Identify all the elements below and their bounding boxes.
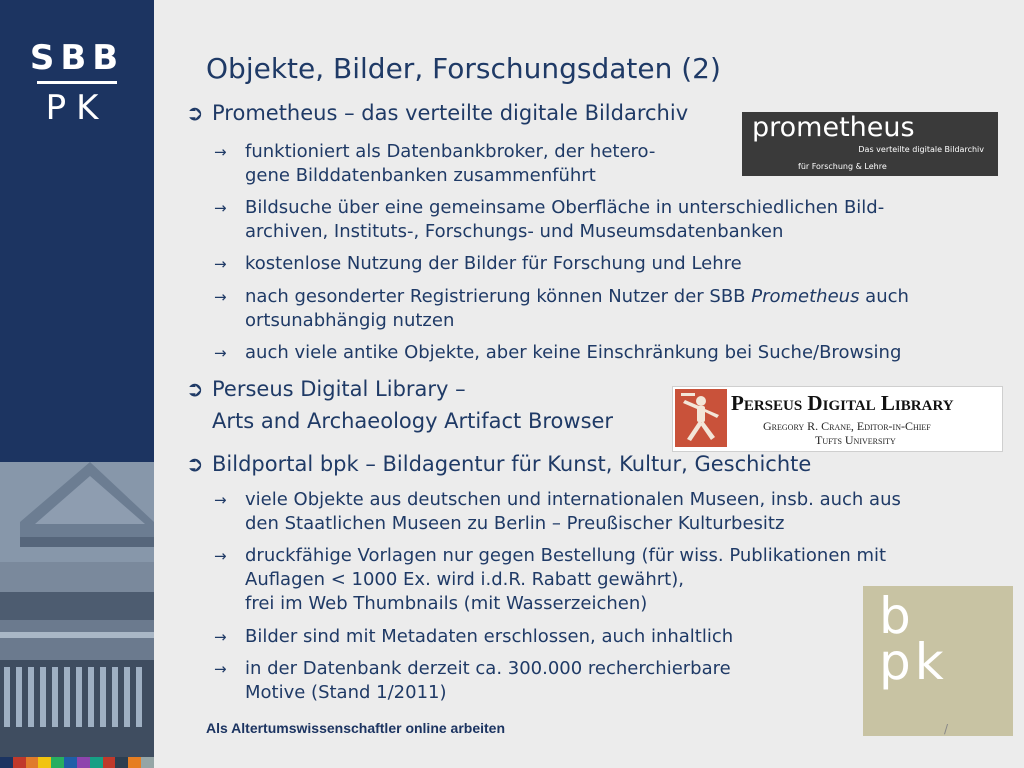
arrow-icon: → bbox=[214, 491, 227, 509]
color-strip-segment bbox=[13, 757, 26, 768]
color-strip-segment bbox=[141, 757, 154, 768]
perseus-logo bbox=[672, 386, 1003, 452]
arrow-icon: → bbox=[214, 255, 227, 273]
sidebar bbox=[0, 0, 154, 768]
item-line: gene Bilddatenbanken zusammenführt bbox=[245, 165, 596, 186]
item-line: Bilder sind mit Metadaten erschlossen, auch inhaltlich bbox=[245, 626, 734, 647]
logo-top: SBB bbox=[29, 38, 125, 78]
item-line: den Staatlichen Museen zu Berlin – Preußischer Kulturbesitz bbox=[245, 513, 785, 534]
item-line: Auflagen < 1000 Ex. wird i.d.R. Rabatt gewährt), bbox=[245, 569, 684, 590]
arrow-icon: → bbox=[214, 547, 227, 565]
arrow-icon: → bbox=[214, 143, 227, 161]
color-strip-segment bbox=[115, 757, 128, 768]
arrow-icon: → bbox=[214, 628, 227, 646]
color-strip bbox=[0, 757, 154, 768]
color-strip-segment bbox=[64, 757, 77, 768]
prometheus-logo-subtitle: Das verteilte digitale Bildarchiv bbox=[858, 145, 984, 154]
section-heading-text: Prometheus – das verteilte digitale Bildarchiv bbox=[212, 101, 689, 125]
item-line: druckfähige Vorlagen nur gegen Bestellung (für wiss. Publikationen mit bbox=[245, 545, 887, 566]
prometheus-logo-subtitle2: für Forschung & Lehre bbox=[798, 162, 887, 171]
bullet-icon: ➲ bbox=[186, 452, 204, 476]
color-strip-segment bbox=[38, 757, 51, 768]
logo-bottom: PK bbox=[45, 88, 109, 128]
bullet-icon: ➲ bbox=[186, 101, 204, 125]
section-bpk-heading bbox=[186, 448, 811, 480]
sbb-pk-logo bbox=[0, 38, 154, 126]
arrow-icon: → bbox=[214, 288, 227, 306]
item-line: viele Objekte aus deutschen und internationalen Museen, insb. auch aus bbox=[245, 489, 901, 510]
slide-title: Objekte, Bilder, Forschungsdaten (2) bbox=[206, 52, 721, 85]
perseus-logo-editor: Gregory R. Crane, Editor-in-Chief bbox=[763, 419, 931, 433]
item-line: funktioniert als Datenbankbroker, der hetero- bbox=[245, 141, 656, 162]
item-line bbox=[245, 285, 909, 309]
bullet-icon: ➲ bbox=[186, 377, 204, 401]
arrow-icon: → bbox=[214, 199, 227, 217]
section-heading-text: Perseus Digital Library – bbox=[212, 377, 466, 401]
perseus-logo-university: Tufts University bbox=[815, 433, 896, 447]
footer-text: Als Altertumswissenschaftler online arbeiten bbox=[206, 720, 506, 736]
bpk-logo-line2: pk bbox=[879, 633, 948, 691]
item-text: nach gesonderter Registrierung können Nutzer der SBB bbox=[245, 286, 752, 307]
section-perseus-heading bbox=[186, 373, 466, 405]
logo-divider bbox=[37, 81, 117, 84]
item-line: Bildsuche über eine gemeinsame Oberfläche in unterschiedlichen Bild- bbox=[245, 197, 885, 218]
perseus-logo-name: Perseus Digital Library bbox=[731, 391, 954, 415]
bpk-logo bbox=[863, 586, 1013, 736]
section-prometheus-heading bbox=[186, 97, 688, 129]
item-line: auch viele antike Objekte, aber keine Einschränkung bei Suche/Browsing bbox=[245, 342, 902, 363]
item-line: Motive (Stand 1/2011) bbox=[245, 682, 447, 703]
item-line: archiven, Instituts-, Forschungs- und Museumsdatenbanken bbox=[245, 221, 784, 242]
item-line: ortsunabhängig nutzen bbox=[245, 310, 455, 331]
color-strip-segment bbox=[90, 757, 103, 768]
section-heading-text: Bildportal bpk – Bildagentur für Kunst, Kultur, Geschichte bbox=[212, 452, 812, 476]
perseus-emblem-icon bbox=[675, 389, 727, 447]
item-italic: Prometheus bbox=[751, 286, 860, 307]
bpk-logo-line1: b bbox=[879, 587, 911, 645]
arrow-icon: → bbox=[214, 660, 227, 678]
building-photo bbox=[0, 462, 154, 758]
prometheus-logo bbox=[742, 112, 998, 176]
prometheus-logo-name: prometheus bbox=[752, 112, 915, 143]
color-strip-segment bbox=[77, 757, 90, 768]
item-line: kostenlose Nutzung der Bilder für Forschung und Lehre bbox=[245, 253, 742, 274]
item-line: in der Datenbank derzeit ca. 300.000 recherchierbare bbox=[245, 658, 731, 679]
item-text: auch bbox=[859, 286, 909, 307]
arrow-icon: → bbox=[214, 344, 227, 362]
color-strip-segment bbox=[103, 757, 116, 768]
page-marker: / bbox=[944, 722, 949, 736]
section-heading-line2: Arts and Archaeology Artifact Browser bbox=[212, 409, 614, 433]
item-line: frei im Web Thumbnails (mit Wasserzeichen) bbox=[245, 593, 648, 614]
color-strip-segment bbox=[128, 757, 141, 768]
color-strip-segment bbox=[0, 757, 13, 768]
color-strip-segment bbox=[26, 757, 39, 768]
color-strip-segment bbox=[51, 757, 64, 768]
